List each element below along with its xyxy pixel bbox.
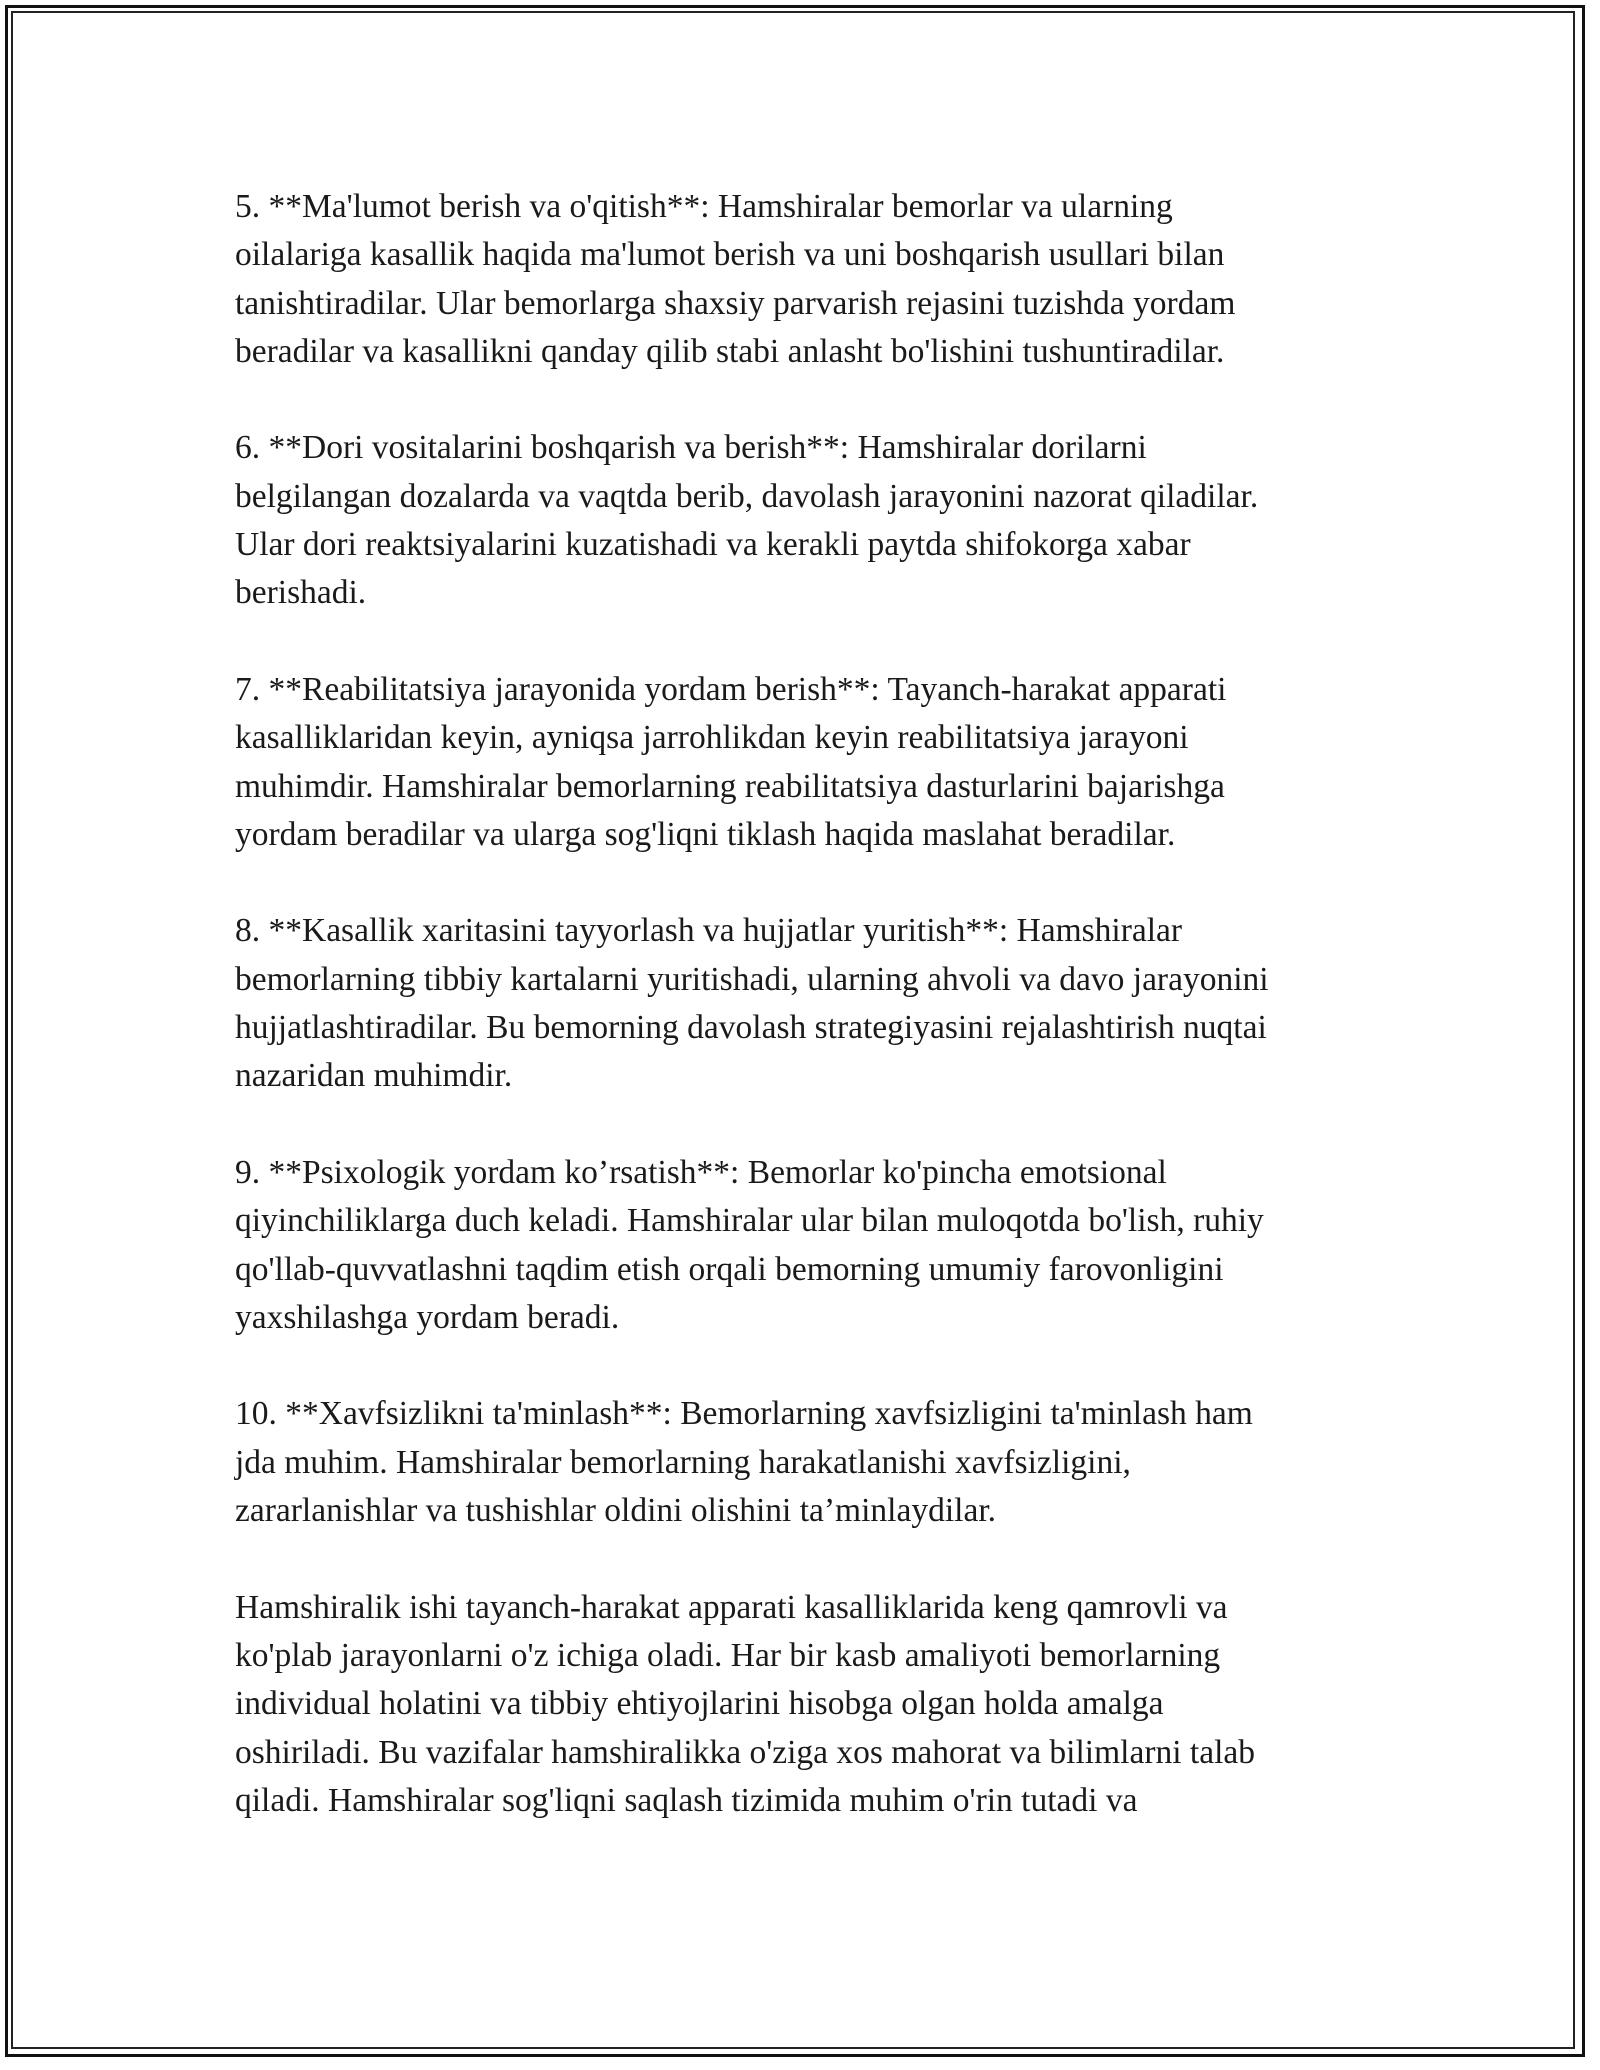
paragraph-item-6: 6. **Dori vositalarini boshqarish va berish**: Hamshiralar dorilarni belgilangan dozalarda va vaqtda berib, davolash jarayonini nazorat qiladilar. Ular dori reaktsiyalarini kuzatishadi va kerakli paytda shifokorga xabar berishadi.	[235, 429, 1259, 612]
paragraph-item-5: 5. **Ma'lumot berish va o'qitish**: Hamshiralar bemorlar va ularning oilalariga kasallik haqida ma'lumot berish va uni boshqarish usullari bilan tanishtiradilar. Ular bemorlarga shaxsiy parvarish rejasini tuzishda yordam beradilar va kasallikni qanday qilib stabi anlasht bo'lishini tushuntiradilar.	[235, 188, 1236, 370]
paragraph-item-8: 8. **Kasallik xaritasini tayyorlash va hujjatlar yuritish**: Hamshiralar bemorlarning tibbiy kartalarni yuritishadi, ularning ahvoli va davo jarayonini hujjatlashtiradilar. Bu bemorning davolash strategiyasini rejalashtirish nuqtai nazaridan muhimdir.	[235, 912, 1269, 1095]
paragraph-conclusion: Hamshiralik ishi tayanch-harakat apparati kasalliklarida keng qamrovli va ko'plab jarayonlarni o'z ichiga oladi. Har bir kasb amaliyoti bemorlarning individual holatini va tibbiy ehtiyojlarini hisobga olgan holda amalga oshiriladi. Bu vazifalar hamshiralikka o'ziga xos mahorat va bilimlarni talab qiladi. Hamshiralar sog'liqni saqlash tizimida muhim o'rin tutadi va	[235, 1588, 1256, 1819]
paragraph-item-9: 9. **Psixologik yordam ko’rsatish**: Bemorlar ko'pincha emotsional qiyinchiliklarga duch keladi. Hamshiralar ular bilan muloqotda bo'lish, ruhiy qo'llab-quvvatlashni taqdim etish orqali bemorning umumiy farovonligini yaxshilashga yordam beradi.	[235, 1153, 1264, 1336]
paragraph-item-7: 7. **Reabilitatsiya jarayonida yordam berish**: Tayanch-harakat apparati kasalliklaridan keyin, ayniqsa jarrohlikdan keyin reabilitatsiya jarayoni muhimdir. Hamshiralar bemorlarning reabilitatsiya dasturlarini bajarishga yordam beradilar va ularga sog'liqni tiklash haqida maslahat beradilar.	[235, 670, 1227, 853]
paragraph-item-10: 10. **Xavfsizlikni ta'minlash**: Bemorlarning xavfsizligini ta'minlash ham jda muhim. Hamshiralar bemorlarning harakatlanishi xavfsizligini, zararlanishlar va tushishlar oldini olishini ta’minlaydilar.	[235, 1395, 1253, 1530]
document-body	[235, 183, 1395, 1825]
